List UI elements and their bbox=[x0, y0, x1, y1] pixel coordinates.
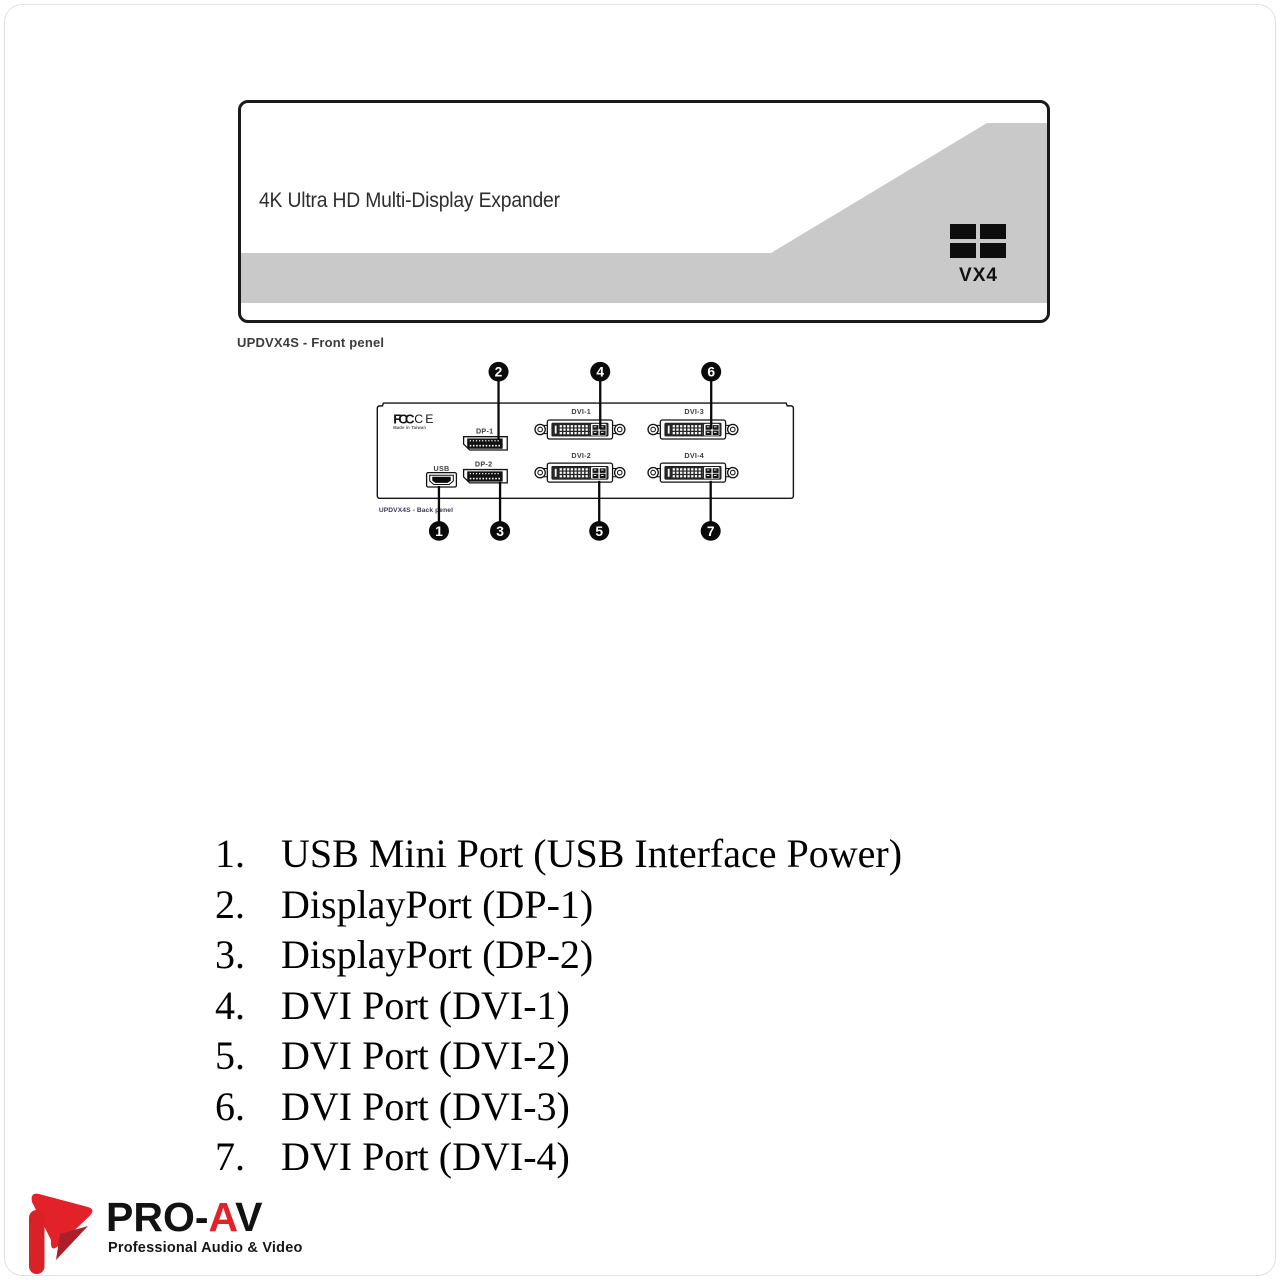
brand-pro: PRO- bbox=[106, 1194, 209, 1240]
brand-v: V bbox=[235, 1194, 263, 1240]
list-item bbox=[215, 931, 902, 982]
dvi1-port-label: DVI-1 bbox=[571, 407, 592, 417]
list-item bbox=[215, 1032, 902, 1083]
dvi2-port bbox=[535, 463, 625, 482]
list-item-label: DVI Port (DVI-4) bbox=[281, 1134, 570, 1179]
callout-4: 4 bbox=[596, 363, 605, 380]
callout-1: 1 bbox=[435, 522, 443, 539]
list-item-number: 1. bbox=[215, 831, 245, 876]
fcc-logo: FCC bbox=[393, 411, 412, 427]
front-panel-drawing bbox=[238, 100, 1050, 323]
usb-port-label: USB bbox=[433, 464, 450, 474]
brand-tagline: Professional Audio & Video bbox=[108, 1240, 303, 1256]
list-item-label: DVI Port (DVI-1) bbox=[281, 982, 570, 1028]
list-item bbox=[215, 1083, 902, 1134]
back-panel-caption: UPDVX4S - Back penel bbox=[378, 507, 454, 515]
callout-6: 6 bbox=[707, 363, 716, 380]
ce-logo: CE bbox=[414, 411, 436, 426]
list-item-number: 3. bbox=[215, 932, 245, 977]
list-item-label: USB Mini Port (USB Interface Power) bbox=[281, 831, 903, 876]
list-item bbox=[215, 982, 902, 1033]
list-item-number: 2. bbox=[215, 881, 245, 927]
list-item bbox=[215, 1133, 902, 1184]
dvi4-port bbox=[648, 463, 738, 482]
callout-2: 2 bbox=[494, 363, 503, 380]
front-panel-caption: UPDVX4S - Front penel bbox=[237, 335, 385, 350]
dvi1-port bbox=[535, 420, 625, 439]
dvi3-port bbox=[648, 420, 738, 439]
list-item-number: 4. bbox=[215, 982, 245, 1028]
list-item bbox=[215, 830, 902, 881]
list-item-label: DisplayPort (DP-1) bbox=[281, 881, 594, 927]
port-legend-list bbox=[215, 830, 902, 1184]
vx4-model-label: VX4 bbox=[959, 265, 998, 286]
back-panel-diagram bbox=[225, 355, 1070, 730]
dp2-port-label: DP-2 bbox=[474, 459, 493, 469]
callout-7: 7 bbox=[706, 522, 715, 539]
made-in-taiwan-label: Made in Taiwan bbox=[393, 424, 427, 430]
list-item-label: DVI Port (DVI-3) bbox=[281, 1083, 570, 1129]
list-item-label: DVI Port (DVI-2) bbox=[281, 1033, 570, 1078]
dp1-port bbox=[464, 437, 508, 450]
brand-a: A bbox=[208, 1194, 236, 1240]
callout-3: 3 bbox=[496, 522, 504, 539]
dvi3-port-label: DVI-3 bbox=[684, 407, 705, 417]
vx4-grid-icon bbox=[950, 224, 1007, 258]
front-panel-title: 4K Ultra HD Multi-Display Expander bbox=[259, 189, 560, 212]
callout-5: 5 bbox=[595, 522, 604, 539]
dvi2-port-label: DVI-2 bbox=[571, 451, 592, 461]
dp2-port bbox=[464, 470, 508, 483]
pro-av-logo-icon bbox=[26, 1188, 98, 1278]
pro-av-wordmark bbox=[106, 1194, 262, 1241]
list-item bbox=[215, 881, 902, 932]
list-item-number: 7. bbox=[215, 1134, 245, 1179]
list-item-label: DisplayPort (DP-2) bbox=[281, 932, 594, 977]
list-item-number: 5. bbox=[215, 1033, 245, 1078]
dp1-port-label: DP-1 bbox=[475, 426, 494, 436]
list-item-number: 6. bbox=[215, 1083, 245, 1129]
dvi4-port-label: DVI-4 bbox=[684, 451, 705, 461]
usb-mini-port bbox=[427, 473, 457, 487]
